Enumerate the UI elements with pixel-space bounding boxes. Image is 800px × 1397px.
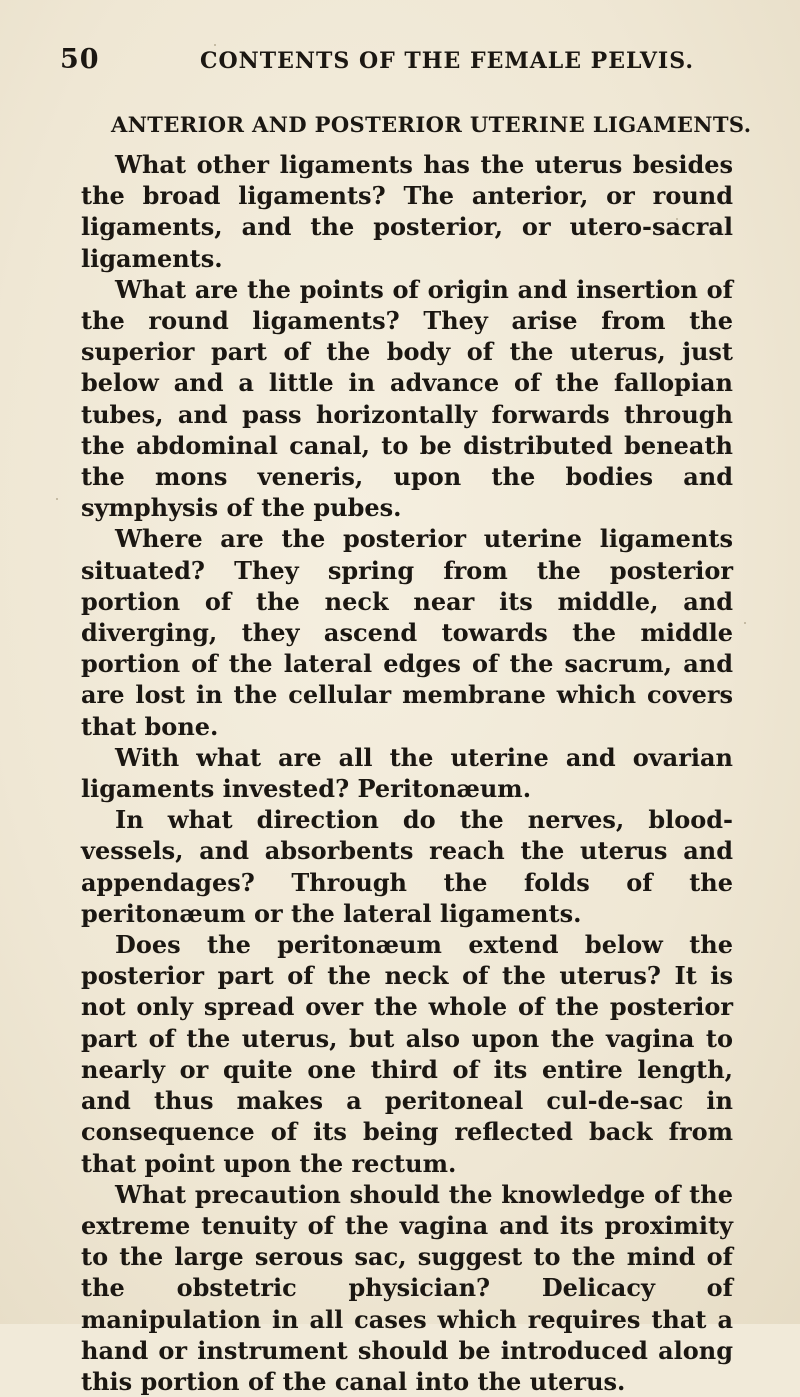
running-head: [60, 44, 740, 84]
running-title: CONTENTS OF THE FEMALE PELVIS.: [200, 48, 694, 74]
paper-fleck: [744, 622, 746, 624]
question-paragraph: With what are all the uterine and ovarian ligaments invested? Peritonæum.: [81, 742, 733, 804]
question-paragraph: What are the points of origin and insertion of the round ligaments? They arise from the superior part of the body of the uterus, just below and a little in advance of the fallopian tubes, and pass horizontally forwards through the abdominal canal, to be distributed beneath the mons veneris, upon the bodies and symphysis of the pubes.: [81, 274, 733, 523]
question-paragraph: What precaution should the knowledge of the extreme tenuity of the vagina and its proximity to the large serous sac, suggest to the mind of the obstetric physician? Delicacy of manipulation in all cases which requires that a hand or instrument should be introduced along this portion of the canal into the uterus.: [81, 1179, 733, 1396]
question-paragraph: In what direction do the nerves, blood-vessels, and absorbents reach the uterus and appendages? Through the folds of the peritonæum or the lateral ligaments.: [81, 805, 733, 928]
question-paragraph: What other ligaments has the uterus besides the broad ligaments? The anterior, or round ligaments, and the posterior, or utero-sacral ligaments.: [81, 150, 733, 273]
section-heading: ANTERIOR AND POSTERIOR UTERINE LIGAMENTS.: [111, 112, 752, 137]
question-paragraph: Does the peritonæum extend below the posterior part of the neck of the uterus? It is not only spread over the whole of the posterior part of the uterus, but also upon the vagina to nearly or quite one third of its entire length, and thus makes a peritoneal cul-de-sac in consequence of its being reflected back from that point upon the rectum.: [81, 930, 733, 1178]
page-number: 50: [60, 44, 100, 75]
question-paragraph: Where are the posterior uterine ligaments situated? They spring from the posterior portion of the neck near its middle, and diverging, they ascend towards the middle portion of the lateral edges of the sacrum, and are lost in the cellular membrane which covers that bone.: [81, 524, 733, 741]
paper-fleck: [56, 498, 58, 500]
text-body: [81, 149, 733, 1397]
